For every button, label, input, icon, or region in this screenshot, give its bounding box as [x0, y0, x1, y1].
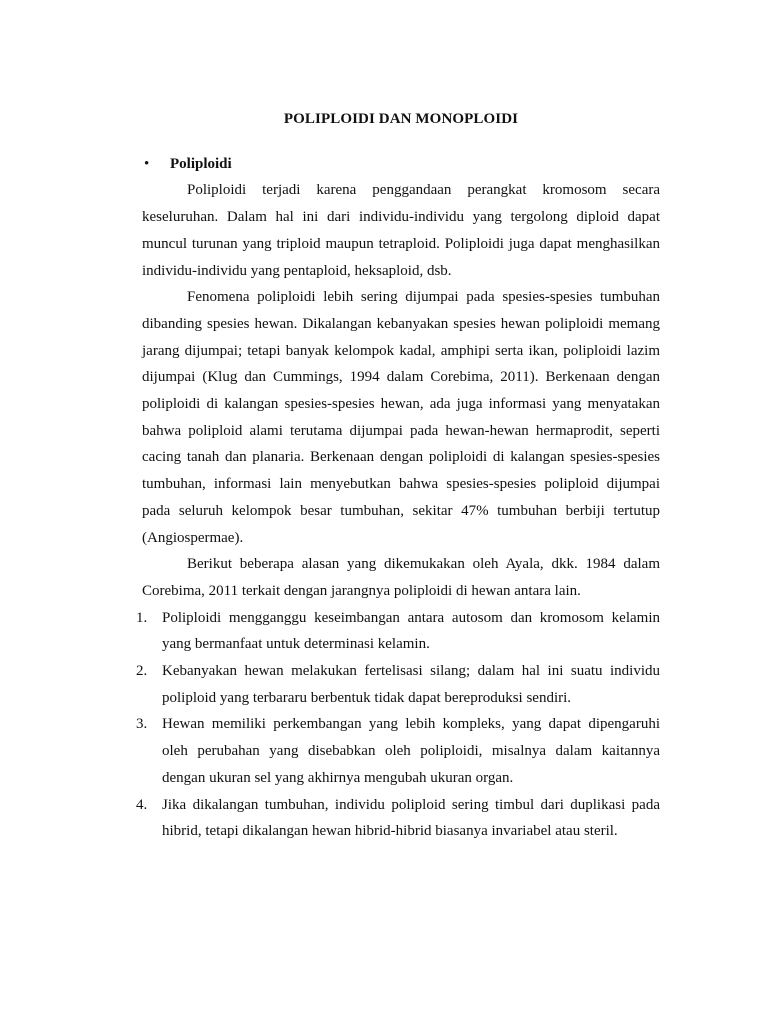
- list-item-text: Hewan memiliki perkembangan yang lebih kompleks, yang dapat dipengaruhi oleh perubahan yang disebabkan oleh poliploidi, misalnya dalam kaitannya dengan ukuran sel yang akhirnya mengubah ukuran organ.: [162, 716, 660, 786]
- list-item-text: Poliploidi mengganggu keseimbangan antara autosom dan kromosom kelamin yang bermanfaat untuk determinasi kelamin.: [162, 609, 660, 653]
- list-item-text: Kebanyakan hewan melakukan fertelisasi silang; dalam hal ini suatu individu poliploid yang terbararu berbentuk tidak dapat bereproduksi sendiri.: [162, 663, 660, 706]
- list-item: [136, 792, 660, 845]
- list-item: [136, 605, 660, 658]
- list-item: [136, 658, 660, 711]
- list-item-number: 3.: [136, 716, 148, 733]
- list-item-text: Jika dikalangan tumbuhan, individu poliploid sering timbul dari duplikasi pada hibrid, tetapi dikalangan hewan hibrid-hibrid biasanya invariabel atau steril.: [162, 796, 660, 840]
- section-heading-label: Poliploidi: [170, 155, 232, 172]
- paragraph-phenomenon: Fenomena poliploidi lebih sering dijumpai pada spesies-spesies tumbuhan dibanding spesies hewan. Dikalangan kebanyakan spesies hewan poliploidi memang jarang dijumpai; tetapi banyak kelompok kadal, amphipi serta ikan, poliploidi lazim dijumpai (Klug dan Cummings, 1994 dalam Corebima, 2011). Berkenaan dengan poliploidi di kalangan spesies-spesies hewan, ada juga informasi yang menyatakan bahwa poliploid alami terutama dijumpai pada hewan-hewan hermaprodit, seperti cacing tanah dan planaria. Berkenaan dengan poliploidi di kalangan spesies-spesies tumbuhan, informasi lain menyebutkan bahwa spesies-spesies poliploid dijumpai pada seluruh kelompok besar tumbuhan, sekitar 47% tumbuhan berbiji tertutup (Angiospermae).: [142, 289, 660, 546]
- paragraph-definition: Poliploidi terjadi karena penggandaan perangkat kromosom secara keseluruhan. Dalam hal ini dari individu-individu yang tergolong diploid dapat muncul turunan yang triploid maupun tetraploid. Poliploidi juga dapat menghasilkan individu-individu yang pentaploid, heksaploid, dsb.: [142, 182, 660, 279]
- list-item-number: 2.: [136, 663, 148, 680]
- list-item: [136, 711, 660, 791]
- list-item-number: 1.: [136, 609, 148, 626]
- reasons-list: [136, 605, 660, 845]
- section-heading: [142, 151, 660, 178]
- list-item-number: 4.: [136, 796, 148, 813]
- paragraph-reasons-intro: Berikut beberapa alasan yang dikemukakan oleh Ayala, dkk. 1984 dalam Corebima, 2011 terkait dengan jarangnya poliploidi di hewan antara lain.: [142, 556, 660, 599]
- document-title: POLIPLOIDI DAN MONOPLOIDI: [283, 111, 519, 127]
- bullet-icon: •: [144, 155, 150, 172]
- document-body: [136, 106, 660, 845]
